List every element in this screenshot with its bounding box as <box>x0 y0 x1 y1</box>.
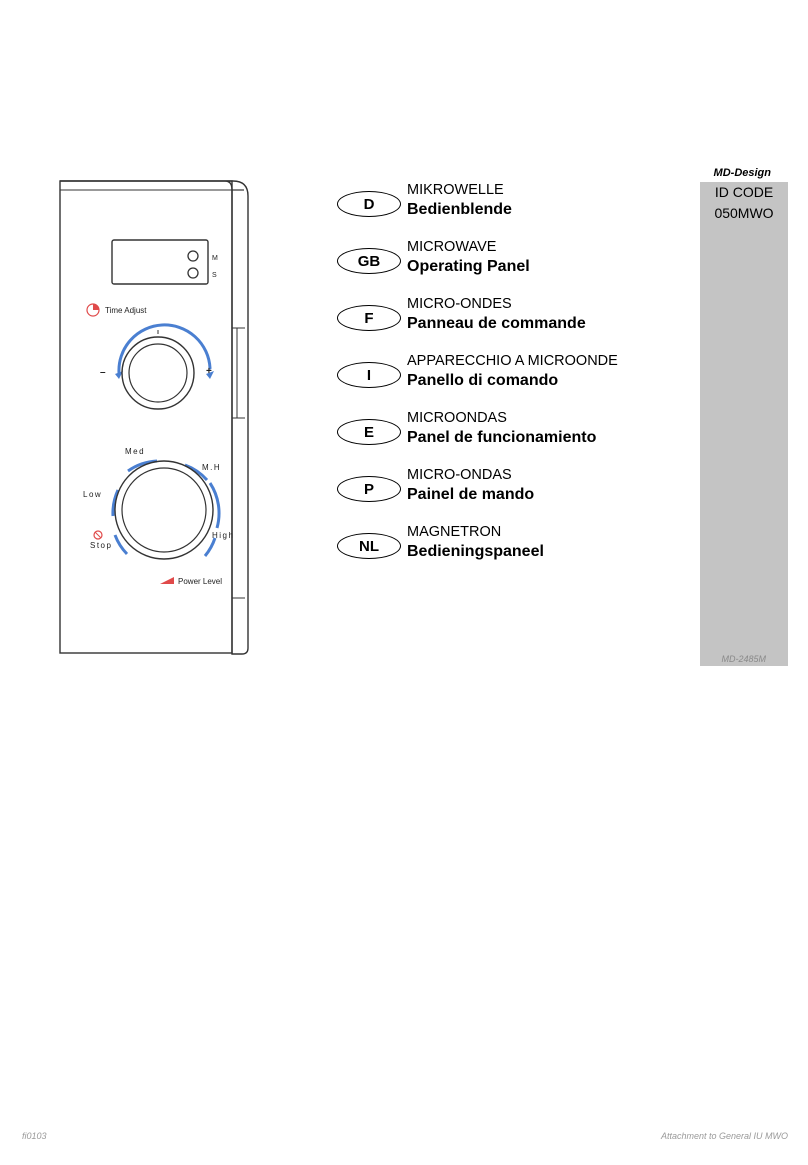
language-panel-name: Panel de funcionamiento <box>407 429 597 446</box>
language-product-name: MICROWAVE <box>407 239 497 255</box>
indicator-label-s: S <box>212 272 217 279</box>
footer-doc-code: fi0103 <box>22 1131 47 1141</box>
language-product-name: MICROONDAS <box>407 410 507 426</box>
language-row-gb <box>337 239 677 283</box>
language-code-badge: GB <box>337 248 401 274</box>
language-code-badge: NL <box>337 533 401 559</box>
language-row-e <box>337 410 677 454</box>
language-row-p <box>337 467 677 511</box>
control-panel-illustration <box>55 178 255 658</box>
language-code-badge: D <box>337 191 401 217</box>
language-code-badge: I <box>337 362 401 388</box>
power-level-dial[interactable] <box>115 461 213 559</box>
language-product-name: MICRO-ONDAS <box>407 467 512 483</box>
timer-icon <box>87 304 99 316</box>
footer-attachment-note: Attachment to General IU MWO <box>660 1131 788 1141</box>
language-row-f <box>337 296 677 340</box>
language-code-badge: E <box>337 419 401 445</box>
language-panel-name: Painel de mando <box>407 486 535 503</box>
time-minus-label: – <box>100 367 106 378</box>
language-panel-name: Panello di comando <box>407 372 559 389</box>
language-panel-name: Panneau de commande <box>407 315 586 332</box>
power-level-icon <box>160 577 174 584</box>
time-plus-label: + <box>206 366 212 377</box>
model-code: MD-2485M <box>721 654 766 664</box>
time-dial[interactable] <box>122 337 194 409</box>
power-label-high: High <box>212 531 235 540</box>
sidebar-band <box>700 182 788 666</box>
language-product-name: MICRO-ONDES <box>407 296 512 312</box>
language-code-badge: P <box>337 476 401 502</box>
indicator-button-m[interactable] <box>188 251 198 261</box>
indicator-label-m: M <box>212 255 218 262</box>
language-panel-name: Bedieningspaneel <box>407 543 544 560</box>
language-row-d <box>337 182 677 226</box>
language-row-i <box>337 353 677 397</box>
time-adjust-label: Time Adjust <box>105 306 147 315</box>
id-code-value: 050MWO <box>714 205 774 221</box>
language-product-name: APPARECCHIO A MICROONDE <box>407 353 618 369</box>
stop-icon <box>94 531 102 539</box>
language-product-name: MAGNETRON <box>407 524 502 540</box>
power-level-label: Power Level <box>178 577 223 586</box>
power-label-stop: Stop <box>90 541 113 550</box>
language-panel-name: Operating Panel <box>407 258 530 275</box>
brand-label: MD-Design <box>713 167 771 179</box>
language-panel-name: Bedienblende <box>407 201 512 218</box>
id-code-label: ID CODE <box>714 184 774 200</box>
language-code-badge: F <box>337 305 401 331</box>
language-row-nl <box>337 524 677 568</box>
language-product-name: MIKROWELLE <box>407 182 504 198</box>
indicator-button-s[interactable] <box>188 268 198 278</box>
power-label-med: Med <box>125 447 146 456</box>
power-label-low: Low <box>83 490 103 499</box>
power-label-mh: M.H <box>202 463 222 472</box>
